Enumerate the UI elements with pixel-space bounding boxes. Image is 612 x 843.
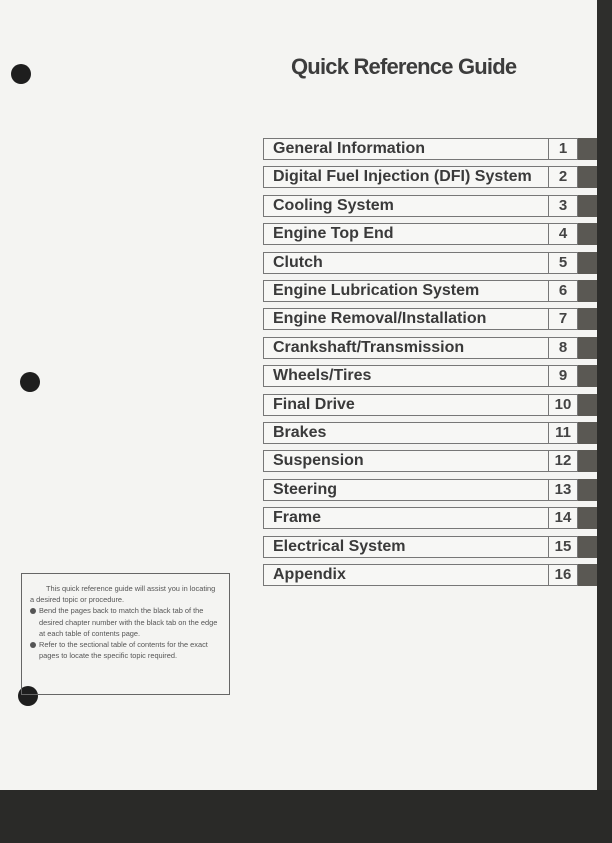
chapter-tab[interactable] bbox=[578, 308, 597, 330]
chapter-tab[interactable] bbox=[578, 337, 597, 359]
chapter-label[interactable]: Suspension bbox=[263, 450, 557, 472]
chapter-label[interactable]: Clutch bbox=[263, 252, 557, 274]
chapter-row[interactable] bbox=[263, 365, 597, 387]
chapter-label[interactable]: Engine Removal/Installation bbox=[263, 308, 557, 330]
chapter-label[interactable]: Wheels/Tires bbox=[263, 365, 557, 387]
chapter-row[interactable] bbox=[263, 280, 597, 302]
chapter-tab[interactable] bbox=[578, 223, 597, 245]
chapter-number[interactable]: 15 bbox=[548, 536, 578, 558]
chapter-tab[interactable] bbox=[578, 138, 597, 160]
chapter-row[interactable] bbox=[263, 536, 597, 558]
chapter-tab[interactable] bbox=[578, 564, 597, 586]
chapter-row[interactable] bbox=[263, 223, 597, 245]
chapter-label[interactable]: Appendix bbox=[263, 564, 557, 586]
chapter-tab[interactable] bbox=[578, 479, 597, 501]
chapter-tab[interactable] bbox=[578, 507, 597, 529]
chapter-tab[interactable] bbox=[578, 166, 597, 188]
chapter-tab[interactable] bbox=[578, 422, 597, 444]
chapter-tab[interactable] bbox=[578, 450, 597, 472]
chapter-number[interactable]: 1 bbox=[548, 138, 578, 160]
chapter-label[interactable]: Digital Fuel Injection (DFI) System bbox=[263, 166, 557, 188]
chapter-number[interactable]: 7 bbox=[548, 308, 578, 330]
scan-background bbox=[0, 790, 612, 843]
chapter-number[interactable]: 9 bbox=[548, 365, 578, 387]
binder-hole bbox=[20, 372, 40, 392]
chapter-label[interactable]: Cooling System bbox=[263, 195, 557, 217]
chapter-row[interactable] bbox=[263, 394, 597, 416]
chapter-row[interactable] bbox=[263, 422, 597, 444]
chapter-row[interactable] bbox=[263, 564, 597, 586]
chapter-label[interactable]: Crankshaft/Transmission bbox=[263, 337, 557, 359]
chapter-label[interactable]: Engine Top End bbox=[263, 223, 557, 245]
chapter-label[interactable]: Brakes bbox=[263, 422, 557, 444]
chapter-tab[interactable] bbox=[578, 195, 597, 217]
note-bullet: Bend the pages back to match the black tab of the desired chapter number with the black tab on the edge at each table of contents page. bbox=[30, 605, 221, 639]
chapter-tab[interactable] bbox=[578, 252, 597, 274]
chapter-row[interactable] bbox=[263, 479, 597, 501]
chapter-number[interactable]: 2 bbox=[548, 166, 578, 188]
chapter-number[interactable]: 8 bbox=[548, 337, 578, 359]
chapter-number[interactable]: 13 bbox=[548, 479, 578, 501]
chapter-number[interactable]: 12 bbox=[548, 450, 578, 472]
chapter-number[interactable]: 6 bbox=[548, 280, 578, 302]
chapter-tab[interactable] bbox=[578, 280, 597, 302]
chapter-label[interactable]: Steering bbox=[263, 479, 557, 501]
usage-note bbox=[21, 573, 230, 695]
chapter-tab[interactable] bbox=[578, 365, 597, 387]
chapter-row[interactable] bbox=[263, 166, 597, 188]
chapter-label[interactable]: Engine Lubrication System bbox=[263, 280, 557, 302]
chapter-number[interactable]: 5 bbox=[548, 252, 578, 274]
chapter-number[interactable]: 16 bbox=[548, 564, 578, 586]
chapter-row[interactable] bbox=[263, 308, 597, 330]
chapter-row[interactable] bbox=[263, 252, 597, 274]
chapter-label[interactable]: Final Drive bbox=[263, 394, 557, 416]
page-edge-tabs bbox=[597, 0, 612, 790]
chapter-number[interactable]: 4 bbox=[548, 223, 578, 245]
chapter-number[interactable]: 14 bbox=[548, 507, 578, 529]
chapter-label[interactable]: Electrical System bbox=[263, 536, 557, 558]
chapter-tab[interactable] bbox=[578, 536, 597, 558]
chapter-label[interactable]: Frame bbox=[263, 507, 557, 529]
chapter-tab[interactable] bbox=[578, 394, 597, 416]
chapter-row[interactable] bbox=[263, 450, 597, 472]
chapter-row[interactable] bbox=[263, 337, 597, 359]
chapter-row[interactable] bbox=[263, 507, 597, 529]
chapter-row[interactable] bbox=[263, 138, 597, 160]
note-bullet: Refer to the sectional table of contents for the exact pages to locate the specific topic required. bbox=[30, 639, 221, 661]
binder-hole bbox=[11, 64, 31, 84]
chapter-number[interactable]: 3 bbox=[548, 195, 578, 217]
chapter-number[interactable]: 10 bbox=[548, 394, 578, 416]
chapter-label[interactable]: General Information bbox=[263, 138, 557, 160]
chapter-number[interactable]: 11 bbox=[548, 422, 578, 444]
page-title: Quick Reference Guide bbox=[291, 54, 517, 79]
chapter-row[interactable] bbox=[263, 195, 597, 217]
note-intro: This quick reference guide will assist you in locating a desired topic or procedure. bbox=[30, 584, 216, 605]
